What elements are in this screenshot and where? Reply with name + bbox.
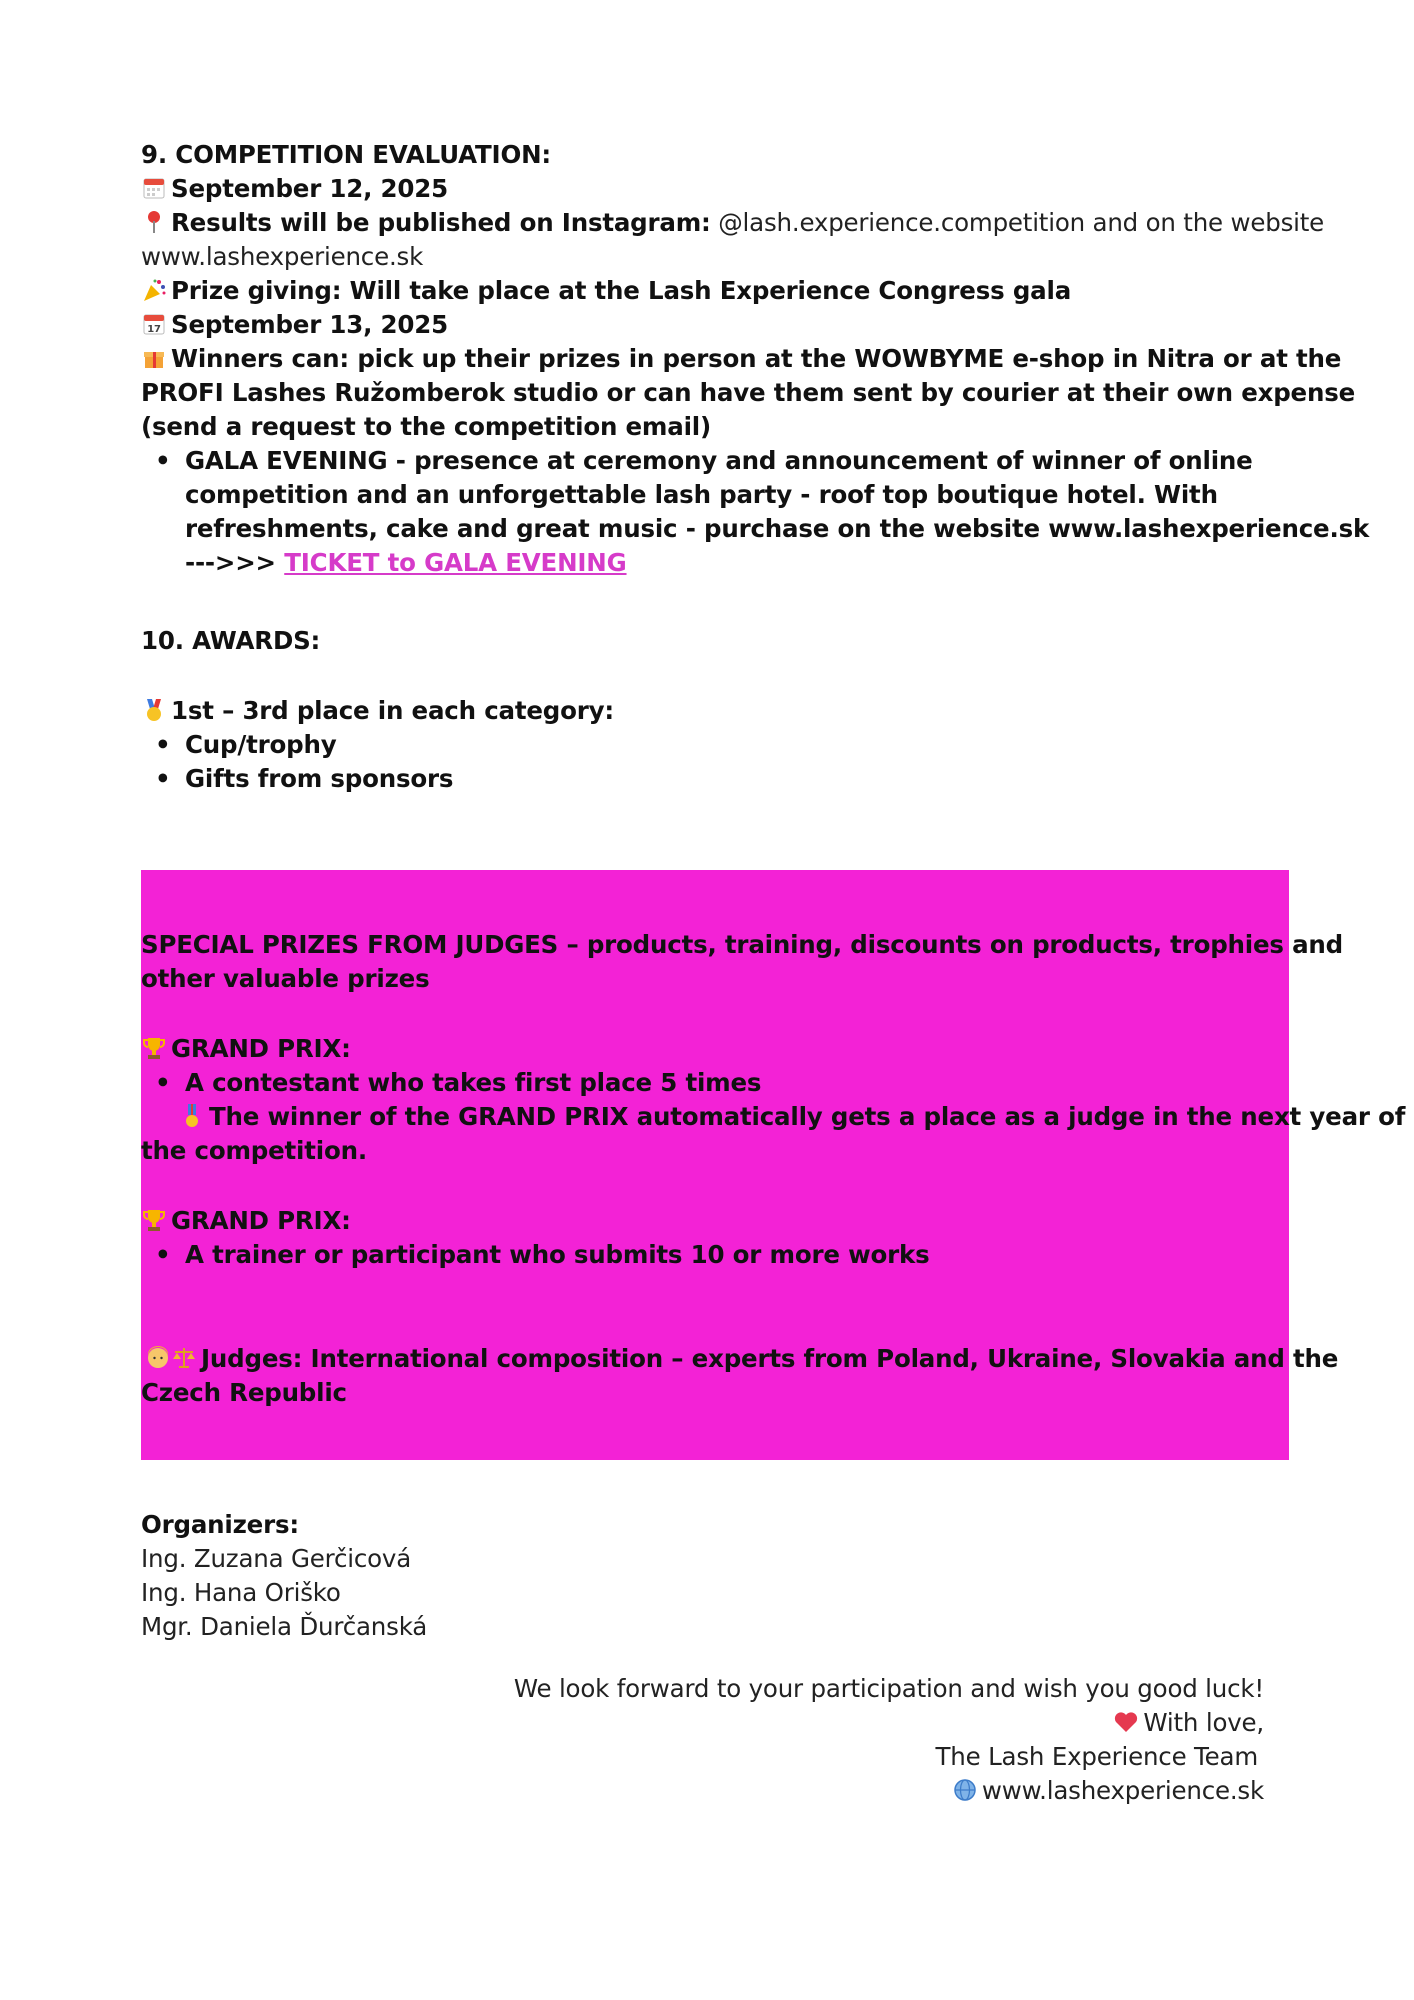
winners-line-1: Winners can: pick up their prizes in person at the WOWBYME e-shop in Nitra or at the	[171, 344, 1342, 373]
judges-line-2: Czech Republic	[141, 1378, 347, 1407]
results-website: www.lashexperience.sk	[141, 242, 424, 271]
closing-line-2-row	[1113, 1706, 1264, 1740]
special-prizes-line-1: SPECIAL PRIZES FROM JUDGES – products, training, discounts on products, trophies and	[141, 930, 1344, 959]
results-label: Results will be published on Instagram:	[171, 208, 711, 237]
organizer-name: Mgr. Daniela Ďurčanská	[141, 1612, 428, 1641]
places-text: 1st – 3rd place in each category:	[171, 696, 615, 725]
section-heading-awards: 10. AWARDS:	[141, 626, 321, 655]
grand-prix-1-title: GRAND PRIX:	[171, 1034, 351, 1063]
gala-date: September 13, 2025	[171, 310, 448, 339]
gala-line-3: refreshments, cake and great music - purchase on the website www.lashexperience.sk	[185, 514, 1370, 543]
organizers-heading: Organizers:	[141, 1510, 299, 1539]
winners-line-2: PROFI Lashes Ružomberok studio or can have them sent by courier at their own expense	[141, 378, 1356, 407]
results-text: @lash.experience.competition and on the website	[710, 208, 1325, 237]
closing-line-2: With love,	[1143, 1708, 1264, 1737]
judges-line-1: Judges: International composition – experts from Poland, Ukraine, Slovakia and the	[201, 1344, 1339, 1373]
award-item: • Cup/trophy	[185, 728, 336, 762]
svg-text:17: 17	[147, 324, 161, 335]
grand-prix-1-item: • A contestant who takes first place 5 times	[185, 1066, 761, 1100]
heart-icon	[1113, 1709, 1139, 1735]
winners-line-3: (send a request to the competition email)	[141, 412, 711, 441]
closing-line-1: We look forward to your participation and wish you good luck!	[513, 1674, 1264, 1703]
organizer-name: Ing. Hana Oriško	[141, 1578, 341, 1607]
closing-website: www.lashexperience.sk	[981, 1776, 1264, 1805]
special-prizes-line-2: other valuable prizes	[141, 964, 430, 993]
grand-prix-1-note-1: The winner of the GRAND PRIX automatically gets a place as a judge in the next year of	[209, 1102, 1406, 1131]
gala-arrow: --->>>	[185, 548, 285, 577]
gala-line-2: competition and an unforgettable lash party - roof top boutique hotel. With	[185, 480, 1218, 509]
closing-line-4-row	[952, 1774, 1264, 1808]
gala-line-1: • GALA EVENING - presence at ceremony and announcement of winner of online	[185, 444, 1253, 478]
closing-line-3: The Lash Experience Team	[935, 1742, 1258, 1771]
prize-giving-text: Prize giving: Will take place at the Lash Experience Congress gala	[171, 276, 1072, 305]
globe-icon	[952, 1777, 978, 1803]
section-heading-evaluation: 9. COMPETITION EVALUATION:	[141, 140, 551, 169]
gala-ticket-link[interactable]: TICKET to GALA EVENING	[284, 548, 627, 577]
grand-prix-1-note-2: the competition.	[141, 1136, 367, 1165]
grand-prix-2-title: GRAND PRIX:	[171, 1206, 351, 1235]
grand-prix-2-item: • A trainer or participant who submits 10 or more works	[185, 1238, 930, 1272]
organizer-name: Ing. Zuzana Gerčicová	[141, 1544, 412, 1573]
evaluation-date: September 12, 2025	[171, 174, 448, 203]
award-item: • Gifts from sponsors	[185, 762, 453, 796]
